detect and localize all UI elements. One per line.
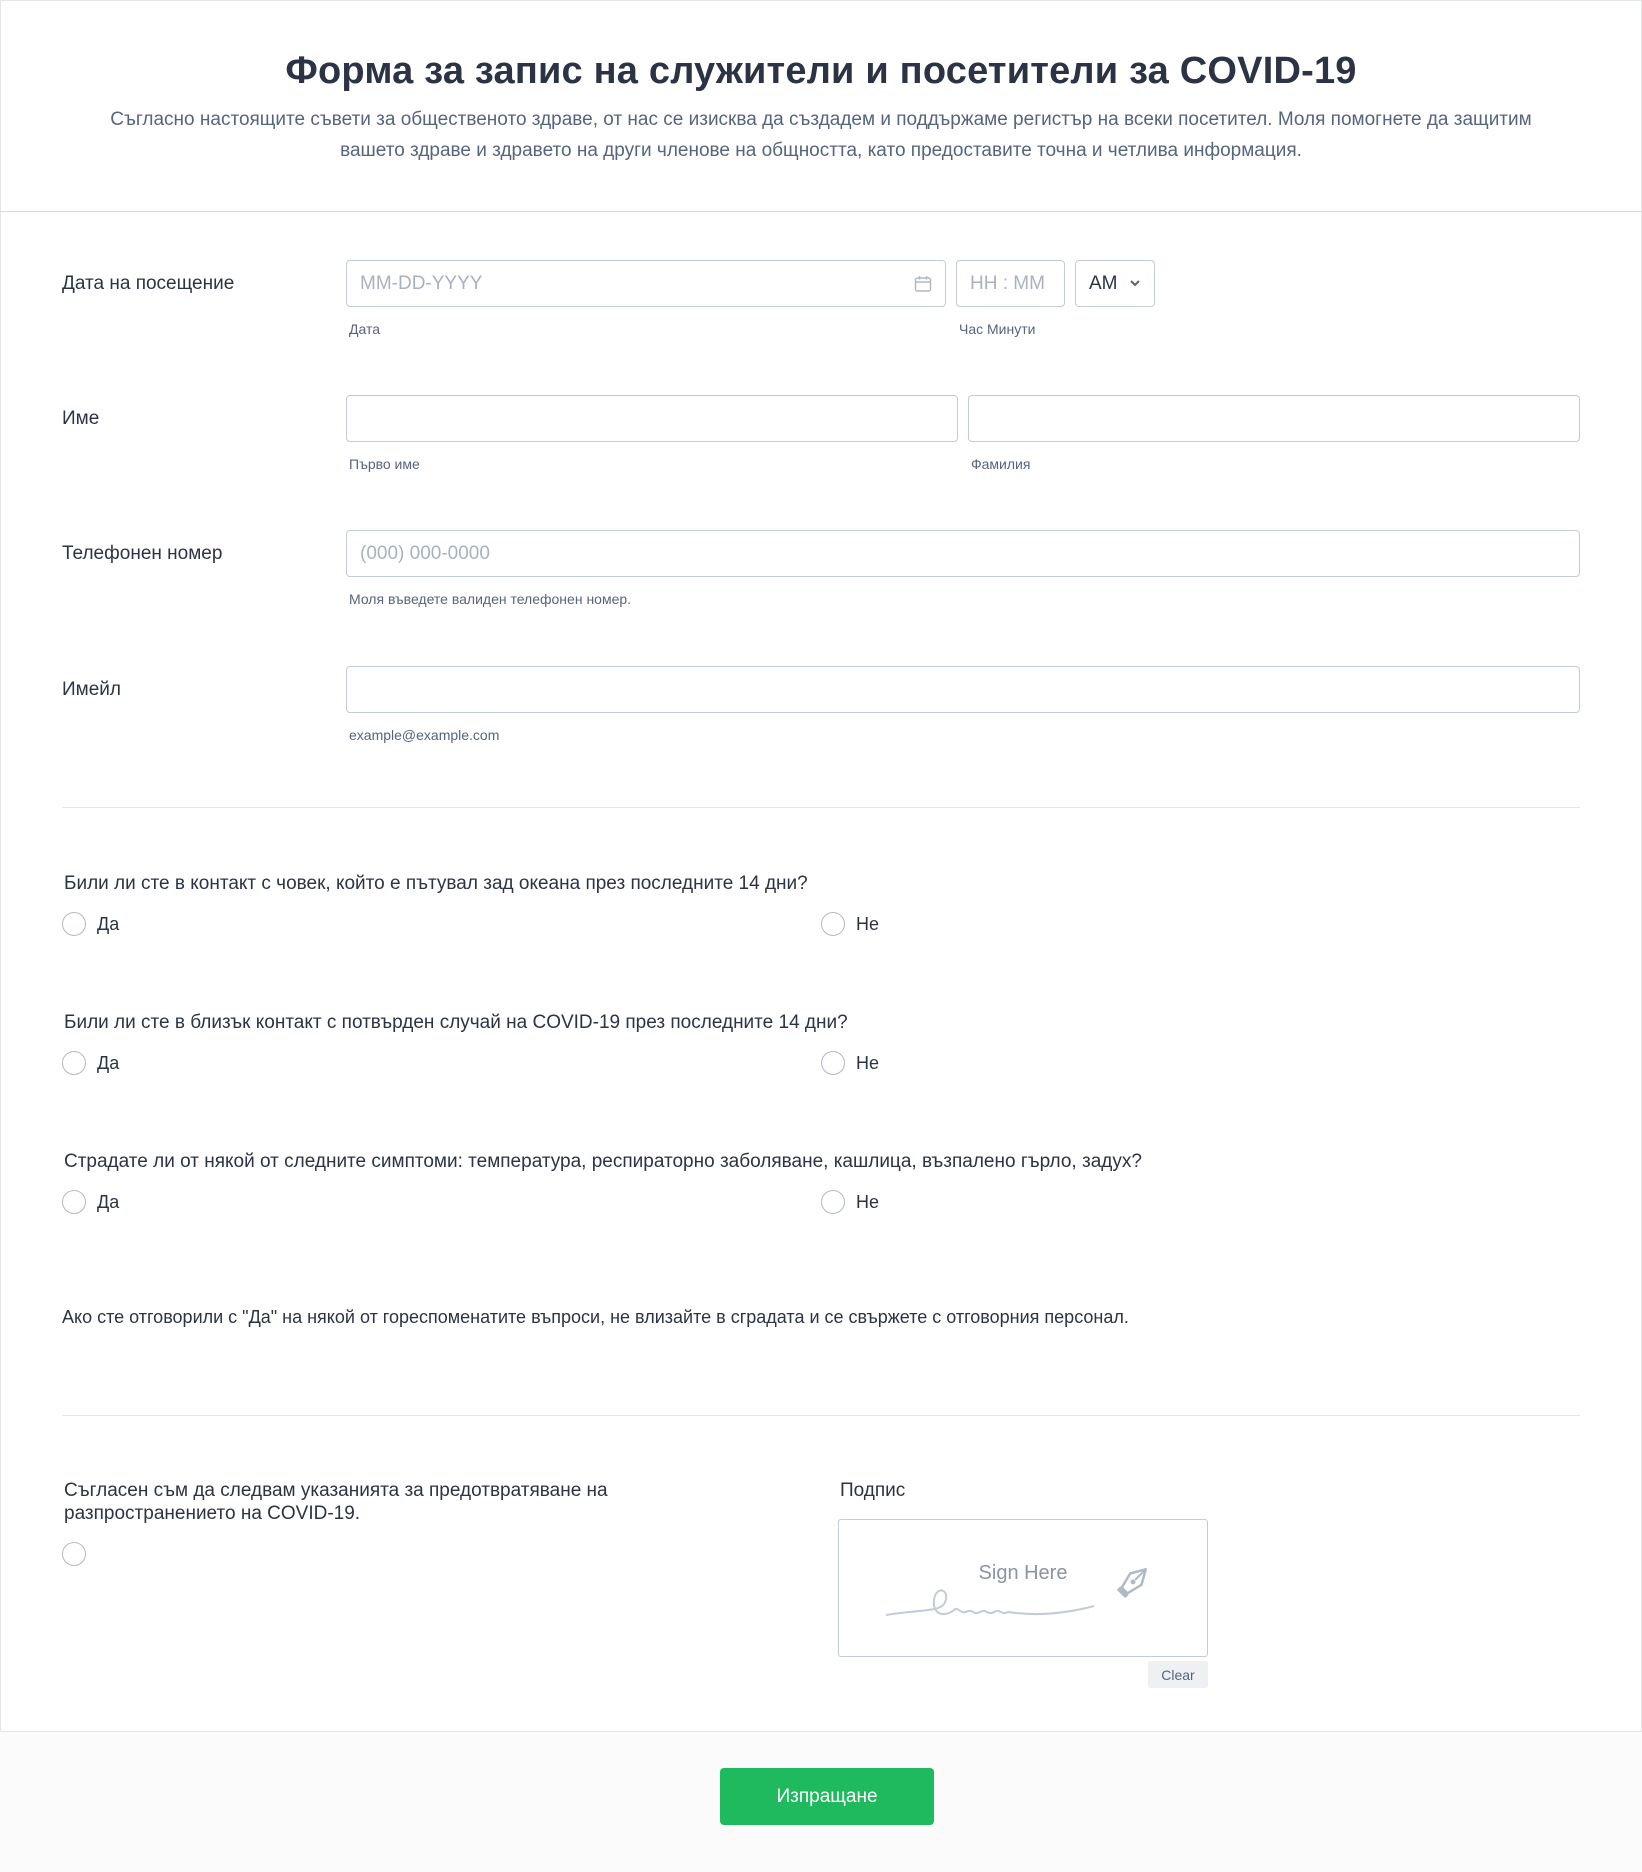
agreement-label: Съгласен съм да следвам указанията за предотвратяване на разпространението на COVID-19. (64, 1480, 608, 1524)
form-description: Съгласно настоящите съвети за общественото здраве, от нас се изисква да създадем и поддържаме регистър на всеки посетител. Моля помогнете да защитим вашето здраве и здравето на други членове на общността, като предоставите точна и четлива информация. (110, 109, 1532, 161)
submit-button[interactable]: Изпращане (720, 1768, 934, 1825)
phone-input[interactable] (346, 530, 1580, 577)
q1-yes-label: Да (97, 913, 120, 934)
q3-yes-label: Да (97, 1191, 120, 1212)
q3-yes-option[interactable] (62, 1190, 119, 1214)
q2-no-option[interactable] (821, 1051, 879, 1075)
time-input[interactable] (956, 260, 1065, 307)
radio-button[interactable] (62, 912, 86, 936)
radio-button[interactable] (821, 1051, 845, 1075)
time-sublabel: Час Минути (959, 321, 1036, 337)
pen-nib-icon (1111, 1560, 1155, 1604)
q1-no-label: Не (856, 913, 880, 934)
q1-no-option[interactable] (821, 912, 879, 936)
chevron-down-icon (1128, 276, 1142, 290)
q1-yes-option[interactable] (62, 912, 119, 936)
ampm-select[interactable] (1075, 260, 1155, 307)
ampm-value: AM (1089, 272, 1118, 294)
date-input[interactable] (346, 260, 946, 307)
warning-note: Ако сте отговорили с "Да" на някой от гореспоменатите въпроси, не влизайте в сградата и се свържете с отговорния персонал. (62, 1307, 1129, 1327)
question-2: Били ли сте в близък контакт с потвърден случай на COVID-19 през последните 14 дни? (64, 1012, 848, 1033)
email-label: Имейл (62, 679, 121, 700)
agreement-checkbox[interactable] (62, 1542, 86, 1566)
clear-signature-button[interactable]: Clear (1148, 1661, 1208, 1688)
date-sublabel: Дата (349, 321, 381, 337)
question-3: Страдате ли от някой от следните симптоми: температура, респираторно заболяване, кашлица, възпалено гърло, задух? (64, 1151, 1142, 1172)
radio-button[interactable] (62, 1051, 86, 1075)
signature-label: Подпис (840, 1480, 906, 1501)
q3-no-option[interactable] (821, 1190, 879, 1214)
visit-date-label: Дата на посещение (62, 273, 235, 294)
first-name-input[interactable] (346, 395, 958, 442)
radio-button[interactable] (821, 1190, 845, 1214)
q2-yes-label: Да (97, 1052, 120, 1073)
radio-button[interactable] (821, 912, 845, 936)
name-label: Име (62, 408, 100, 429)
form-title: Форма за запис на служители и посетители за COVID-19 (285, 50, 1357, 92)
phone-sublabel: Моля въведете валиден телефонен номер. (349, 591, 632, 607)
question-1: Били ли сте в контакт с човек, който е пътувал зад океана през последните 14 дни? (64, 873, 808, 894)
q2-yes-option[interactable] (62, 1051, 119, 1075)
q2-no-label: Не (856, 1052, 880, 1073)
first-name-sublabel: Първо име (349, 456, 420, 472)
email-input[interactable] (346, 666, 1580, 713)
last-name-input[interactable] (968, 395, 1580, 442)
phone-label: Телефонен номер (62, 543, 223, 564)
signature-pad[interactable] (838, 1519, 1208, 1657)
section-divider (62, 807, 1580, 808)
radio-button[interactable] (62, 1190, 86, 1214)
email-sublabel: example@example.com (349, 727, 500, 743)
calendar-icon[interactable] (914, 275, 932, 293)
last-name-sublabel: Фамилия (971, 456, 1031, 472)
q3-no-label: Не (856, 1191, 880, 1212)
form-header (0, 0, 1642, 212)
signature-placeholder: Sign Here (978, 1562, 1068, 1584)
section-divider (62, 1415, 1580, 1416)
